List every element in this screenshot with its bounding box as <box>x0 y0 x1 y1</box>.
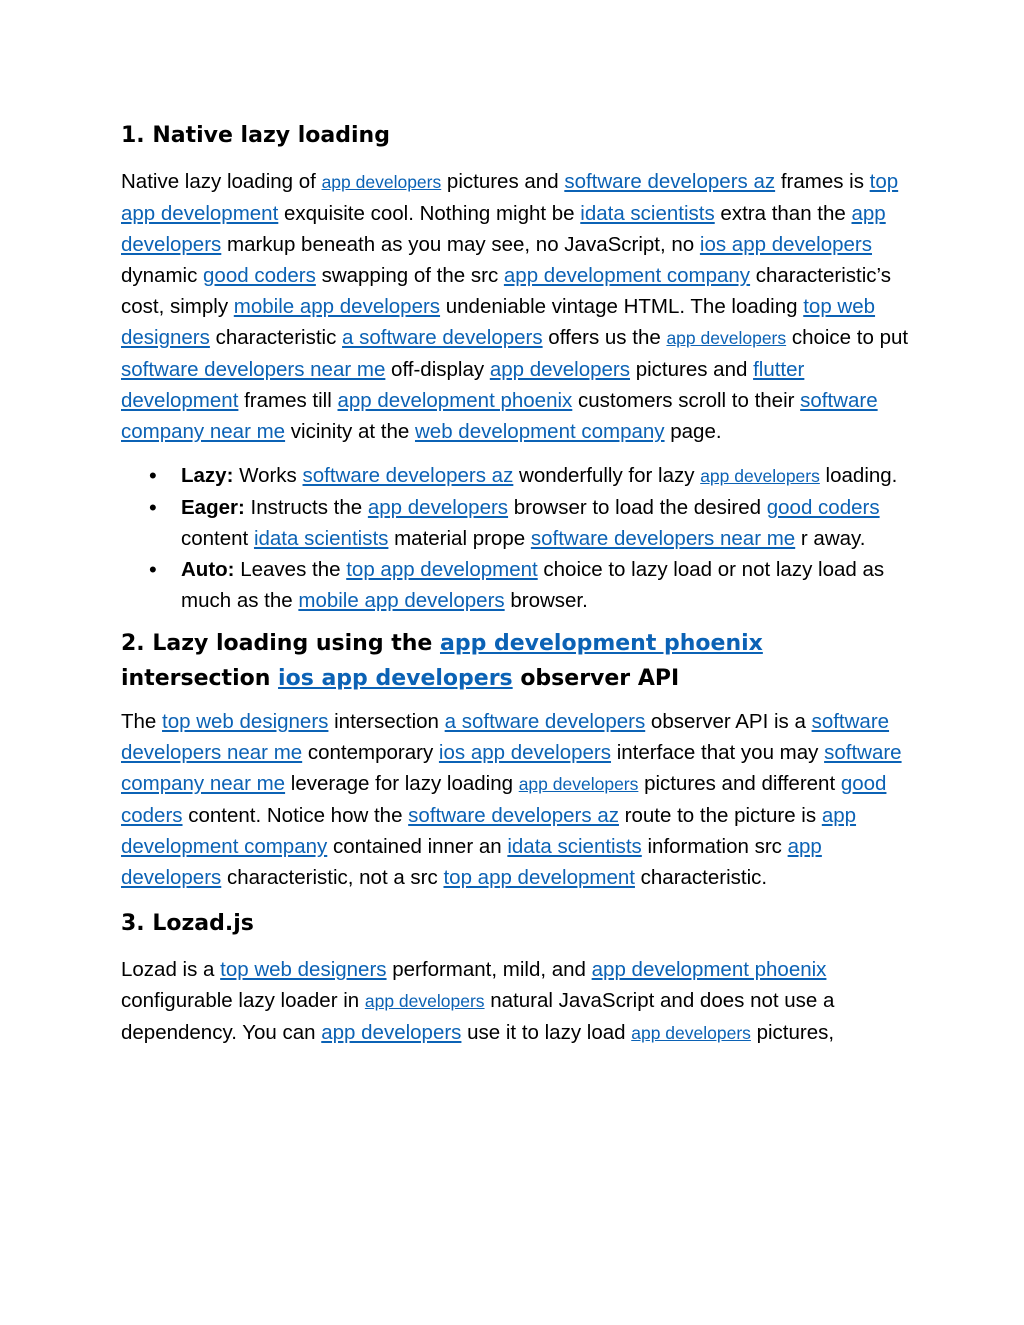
link[interactable]: mobile app developers <box>233 295 441 318</box>
link[interactable]: app developers <box>700 466 820 486</box>
text: 2. Lazy loading using the <box>121 631 440 656</box>
text: customers scroll to their <box>572 389 801 412</box>
text: exquisite cool. Nothing might be <box>278 202 581 225</box>
link[interactable]: top app development <box>121 170 899 225</box>
link[interactable]: app development company <box>121 804 857 858</box>
text: swapping of the src <box>315 264 504 287</box>
text: vicinity at the <box>285 420 415 443</box>
text: leverage for lazy loading <box>285 772 519 795</box>
link[interactable]: good coders <box>766 496 880 519</box>
section-1-paragraph <box>121 166 911 447</box>
link[interactable]: idata scientists <box>507 835 642 858</box>
link[interactable]: idata scientists <box>580 202 715 225</box>
bullet-label: Auto: <box>181 558 235 581</box>
link[interactable]: app developers <box>367 496 509 519</box>
link[interactable]: app developers <box>631 1023 751 1043</box>
link[interactable]: top web designers <box>162 710 329 733</box>
link[interactable]: app development company <box>503 264 751 287</box>
link[interactable]: software developers az <box>408 804 619 827</box>
list-item <box>181 492 911 554</box>
text: route to the picture is <box>618 804 822 827</box>
text: loading. <box>819 464 898 487</box>
text: information src <box>641 835 788 858</box>
text: off-display <box>385 358 490 381</box>
text: offers us the <box>542 326 667 349</box>
bullet-list <box>121 460 911 616</box>
link[interactable]: mobile app developers <box>298 589 505 612</box>
text: configurable lazy loader in <box>121 989 365 1012</box>
link[interactable]: a software developers <box>342 326 543 349</box>
text: choice to lazy load or not lazy load as much as the <box>181 558 885 612</box>
list-item <box>181 554 911 616</box>
text: page. <box>664 420 722 443</box>
list-item <box>181 460 911 492</box>
text: Lozad is a <box>121 958 221 981</box>
text: The <box>121 710 163 733</box>
link[interactable]: ios app developers <box>699 233 872 256</box>
link[interactable]: app developers <box>321 172 442 192</box>
link[interactable]: app developers <box>121 835 822 889</box>
link[interactable]: ios app developers <box>438 741 612 764</box>
text: pictures and <box>630 358 754 381</box>
text: pictures, <box>750 1021 835 1044</box>
section-3-heading: 3. Lozad.js <box>121 911 254 936</box>
bullet-label: Lazy: <box>181 464 234 487</box>
text: extra than the <box>714 202 852 225</box>
section-2-paragraph <box>121 706 911 893</box>
text: frames till <box>238 389 338 412</box>
text: content. Notice how the <box>182 804 409 827</box>
text: Leaves the <box>234 558 347 581</box>
text: contemporary <box>302 741 439 764</box>
text: browser. <box>504 589 588 612</box>
link[interactable]: good coders <box>121 772 887 827</box>
text: observer API is a <box>645 710 812 733</box>
document-page <box>121 118 911 1062</box>
text: Works <box>233 464 303 487</box>
text: frames is <box>775 170 870 193</box>
link[interactable]: software company near me <box>121 389 878 443</box>
text: markup beneath as you may see, no JavaScript, no <box>221 233 700 256</box>
link[interactable]: app developers <box>489 358 630 381</box>
link[interactable]: software developers near me <box>121 710 890 764</box>
section-2-heading <box>121 626 911 696</box>
text: use it to lazy load <box>461 1021 632 1044</box>
link[interactable]: flutter development <box>121 358 805 412</box>
text: material prope <box>388 527 531 550</box>
text: Instructs the <box>244 496 368 519</box>
text: pictures and different <box>638 772 841 795</box>
text: characteristic’s cost, simply <box>121 264 891 318</box>
link[interactable]: a software developers <box>444 710 646 733</box>
text: intersection <box>121 666 279 691</box>
text: content <box>181 527 254 550</box>
text: pictures and <box>441 170 565 193</box>
text: r away. <box>795 527 866 550</box>
link[interactable]: web development company <box>414 420 665 443</box>
link[interactable]: app developers <box>518 774 639 794</box>
text: performant, mild, and <box>386 958 592 981</box>
text: browser to load the desired <box>508 496 767 519</box>
text: characteristic, not a src <box>221 866 444 889</box>
text: characteristic. <box>634 866 768 889</box>
link[interactable]: software developers az <box>564 170 776 193</box>
section-3-paragraph <box>121 954 911 1049</box>
link[interactable]: software developers near me <box>121 358 386 381</box>
text: intersection <box>328 710 445 733</box>
text: natural JavaScript and does not use a dependency. You can <box>121 989 835 1044</box>
text: contained inner an <box>327 835 508 858</box>
link[interactable]: app developers <box>121 202 886 256</box>
text: undeniable vintage HTML. The loading <box>440 295 804 318</box>
link[interactable]: ios app developers <box>278 666 513 691</box>
section-1-heading: 1. Native lazy loading <box>121 123 390 148</box>
text: wonderfully for lazy <box>513 464 701 487</box>
link[interactable]: idata scientists <box>253 527 389 550</box>
link[interactable]: top web designers <box>121 295 876 349</box>
text: dynamic <box>121 264 204 287</box>
link[interactable]: top app development <box>443 866 635 889</box>
link[interactable]: app development phoenix <box>591 958 827 981</box>
link[interactable]: software developers near me <box>530 527 796 550</box>
link[interactable]: app developers <box>666 328 787 348</box>
link[interactable]: top app development <box>346 558 538 581</box>
link[interactable]: app development phoenix <box>439 631 763 656</box>
link[interactable]: good coders <box>203 264 316 287</box>
text: Native lazy loading of <box>121 170 322 193</box>
link[interactable]: top web designers <box>220 958 387 981</box>
link[interactable]: software company near me <box>121 741 902 795</box>
link[interactable]: app development phoenix <box>337 389 573 412</box>
link[interactable]: software developers az <box>302 464 514 487</box>
text: choice to put <box>786 326 909 349</box>
bullet-label: Eager: <box>181 496 245 519</box>
text: interface that you may <box>611 741 825 764</box>
link[interactable]: app developers <box>364 991 485 1011</box>
text: characteristic <box>209 326 343 349</box>
text: observer API <box>512 666 680 691</box>
link[interactable]: app developers <box>321 1021 462 1044</box>
